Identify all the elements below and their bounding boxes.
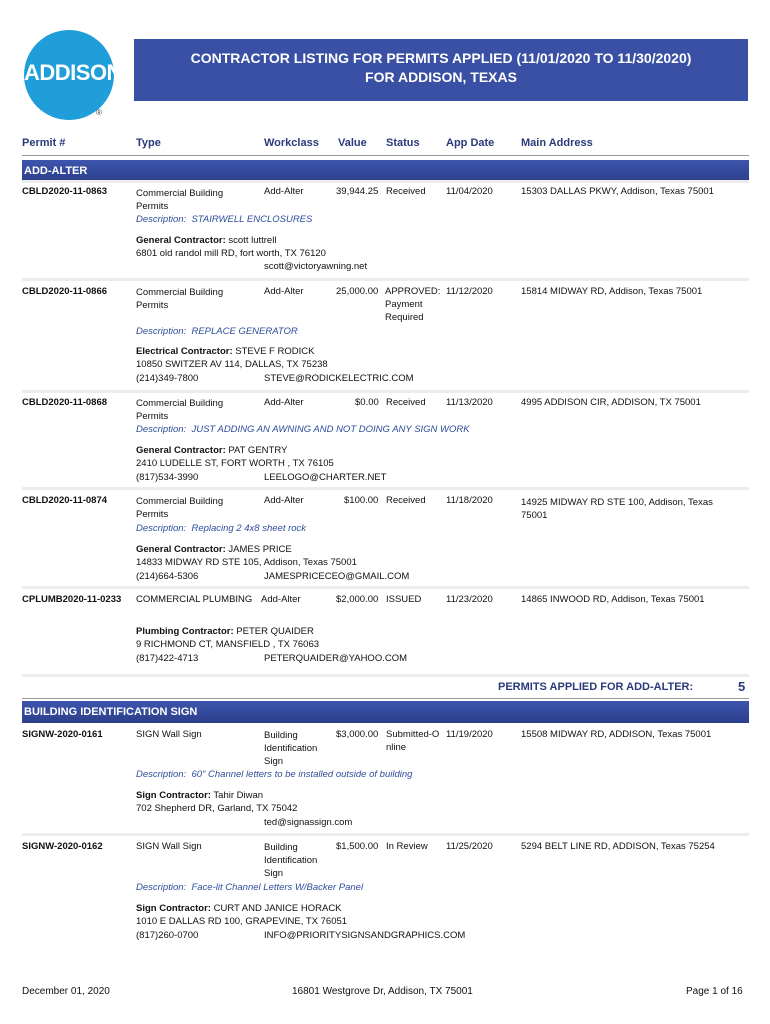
- permit-workclass: Building Identification Sign: [264, 842, 318, 879]
- permit-workclass: Add-Alter: [264, 186, 304, 197]
- header-app-date: App Date: [446, 137, 495, 149]
- addison-logo: [24, 30, 122, 120]
- permit-address: 4995 ADDISON CIR, ADDISON, TX 75001: [521, 397, 701, 408]
- report-title-line-1: CONTRACTOR LISTING FOR PERMITS APPLIED (11/01/2020 TO 11/30/2020): [190, 50, 692, 66]
- footer-address: 16801 Westgrove Dr, Addison, TX 75001: [292, 986, 473, 997]
- contractor-name: Electrical Contractor: STEVE F RODICK: [136, 346, 315, 357]
- permit-value: $100.00: [344, 495, 379, 506]
- contractor-email: PETERQUAIDER@YAHOO.COM: [264, 653, 408, 664]
- permit-number: CBLD2020-11-0866: [22, 286, 108, 297]
- permit-workclass: Add-Alter: [264, 495, 304, 506]
- permit-type: Commercial Building Permits: [136, 287, 224, 311]
- contractor-name: General Contractor: JAMES PRICE: [136, 544, 292, 555]
- permit-address: 15303 DALLAS PKWY, Addison, Texas 75001: [521, 186, 714, 197]
- permit-description: Description: STAIRWELL ENCLOSURES: [136, 214, 313, 225]
- permit-description: Description: REPLACE GENERATOR: [136, 326, 298, 337]
- row-separator: [22, 278, 749, 281]
- contractor-address: 1010 E DALLAS RD 100, GRAPEVINE, TX 76051: [136, 916, 348, 927]
- permit-app-date: 11/04/2020: [446, 186, 493, 197]
- contractor-name: General Contractor: PAT GENTRY: [136, 445, 288, 456]
- permit-number: SIGNW-2020-0162: [22, 841, 103, 852]
- row-separator: [22, 833, 749, 836]
- contractor-address: 9 RICHMOND CT, MANSFIELD , TX 76063: [136, 639, 320, 650]
- permit-description: Description: 60" Channel letters to be installed outside of building: [136, 769, 413, 780]
- permit-type: Commercial Building Permits: [136, 188, 224, 212]
- permit-type: Commercial Building Permits: [136, 496, 224, 520]
- permit-number: CBLD2020-11-0868: [22, 397, 108, 408]
- permit-value: 25,000.00: [336, 286, 379, 297]
- footer-date: December 01, 2020: [22, 986, 110, 997]
- contractor-name: Sign Contractor: Tahir Diwan: [136, 790, 264, 801]
- row-separator: [22, 487, 749, 490]
- permit-status: Received: [386, 495, 426, 506]
- permit-number: CPLUMB2020-11-0233: [22, 594, 122, 605]
- header-main-address: Main Address: [521, 137, 593, 149]
- contractor-name: Sign Contractor: CURT AND JANICE HORACK: [136, 903, 342, 914]
- permit-status: Received: [386, 397, 426, 408]
- contractor-phone: (817)534-3990: [136, 472, 199, 483]
- permit-app-date: 11/13/2020: [446, 397, 493, 408]
- logo-registered-mark: ®: [96, 108, 102, 117]
- section-summary-count: 5: [738, 679, 746, 694]
- contractor-email: STEVE@RODICKELECTRIC.COM: [264, 373, 414, 384]
- header-workclass: Workclass: [264, 137, 319, 149]
- permit-app-date: 11/23/2020: [446, 594, 493, 605]
- permit-description: Description: Face-lit Channel Letters W/Backer Panel: [136, 882, 364, 893]
- permit-app-date: 11/25/2020: [446, 841, 493, 852]
- row-separator: [22, 586, 749, 589]
- report-title-line-2: FOR ADDISON, TEXAS: [365, 69, 517, 85]
- permit-address: 15814 MIDWAY RD, Addison, Texas 75001: [521, 286, 703, 297]
- permit-value: $3,000.00: [336, 729, 379, 740]
- permit-address: 14865 INWOOD RD, Addison, Texas 75001: [521, 594, 705, 605]
- permit-status: In Review: [386, 841, 428, 852]
- section-bar-add-alter: ADD-ALTER: [22, 160, 749, 182]
- section-summary-label: PERMITS APPLIED FOR ADD-ALTER:: [498, 681, 694, 693]
- permit-status: APPROVED: Payment Required: [385, 286, 441, 323]
- permit-status: Submitted-Online: [386, 729, 440, 753]
- summary-divider: [22, 698, 749, 699]
- permit-value: $0.00: [355, 397, 379, 408]
- footer-page-number: Page 1 of 16: [686, 986, 743, 997]
- contractor-phone: (817)422-4713: [136, 653, 199, 664]
- permit-status: Received: [386, 186, 426, 197]
- permit-number: SIGNW-2020-0161: [22, 729, 103, 740]
- contractor-email: scott@victoryawning.net: [264, 261, 368, 272]
- permit-app-date: 11/12/2020: [446, 286, 493, 297]
- permit-type: SIGN Wall Sign: [136, 841, 202, 852]
- permit-type: Commercial Building Permits: [136, 398, 224, 422]
- contractor-address: 2410 LUDELLE ST, FORT WORTH , TX 76105: [136, 458, 334, 469]
- report-title: [134, 39, 748, 101]
- permit-workclass: Add-Alter: [264, 286, 304, 297]
- contractor-email: ted@signassign.com: [264, 817, 353, 828]
- header-divider: [22, 155, 749, 156]
- permit-address: 15508 MIDWAY RD, ADDISON, Texas 75001: [521, 729, 712, 740]
- contractor-address: 14833 MIDWAY RD STE 105, Addison, Texas 75001: [136, 557, 357, 568]
- contractor-email: LEELOGO@CHARTER.NET: [264, 472, 387, 483]
- header-status: Status: [386, 137, 420, 149]
- permit-number: CBLD2020-11-0874: [22, 495, 108, 506]
- header-value: Value: [338, 137, 367, 149]
- permit-description: Description: Replacing 2 4x8 sheet rock: [136, 523, 307, 534]
- contractor-name: General Contractor: scott luttrell: [136, 235, 277, 246]
- header-permit: Permit #: [22, 137, 66, 149]
- permit-value: $1,500.00: [336, 841, 379, 852]
- permit-description: Description: JUST ADDING AN AWNING AND NOT DOING ANY SIGN WORK: [136, 424, 470, 435]
- contractor-address: 6801 old randol mill RD, fort worth, TX 76120: [136, 248, 326, 259]
- permit-workclass: Add-Alter: [261, 594, 301, 605]
- row-separator: [22, 674, 749, 677]
- contractor-address: 10850 SWITZER AV 114, DALLAS, TX 75238: [136, 359, 328, 370]
- row-separator: [22, 180, 749, 183]
- contractor-phone: (214)664-5306: [136, 571, 199, 582]
- permit-address: 5294 BELT LINE RD, ADDISON, Texas 75254: [521, 841, 715, 852]
- contractor-phone: (817)260-0700: [136, 930, 199, 941]
- permit-address: 14925 MIDWAY RD STE 100, Addison, Texas 75001: [521, 497, 713, 521]
- permit-app-date: 11/19/2020: [446, 729, 493, 740]
- header-type: Type: [136, 137, 161, 149]
- row-separator: [22, 390, 749, 393]
- contractor-address: 702 Shepherd DR, Garland, TX 75042: [136, 803, 298, 814]
- contractor-phone: (214)349-7800: [136, 373, 199, 384]
- logo-text: ADDISON: [24, 60, 122, 85]
- permit-app-date: 11/18/2020: [446, 495, 493, 506]
- contractor-email: INFO@PRIORITYSIGNSANDGRAPHICS.COM: [264, 930, 466, 941]
- permit-workclass: Add-Alter: [264, 397, 304, 408]
- permit-type: COMMERCIAL PLUMBING: [136, 594, 253, 605]
- permit-status: ISSUED: [386, 594, 422, 605]
- permit-value: $2,000.00: [336, 594, 379, 605]
- permit-type: SIGN Wall Sign: [136, 729, 202, 740]
- permit-workclass: Building Identification Sign: [264, 730, 318, 767]
- permit-value: 39,944.25: [336, 186, 379, 197]
- contractor-email: JAMESPRICECEO@GMAIL.COM: [264, 571, 410, 582]
- permit-number: CBLD2020-11-0863: [22, 186, 108, 197]
- section-bar-building-identification-sign: BUILDING IDENTIFICATION SIGN: [22, 701, 749, 723]
- contractor-name: Plumbing Contractor: PETER QUAIDER: [136, 626, 314, 637]
